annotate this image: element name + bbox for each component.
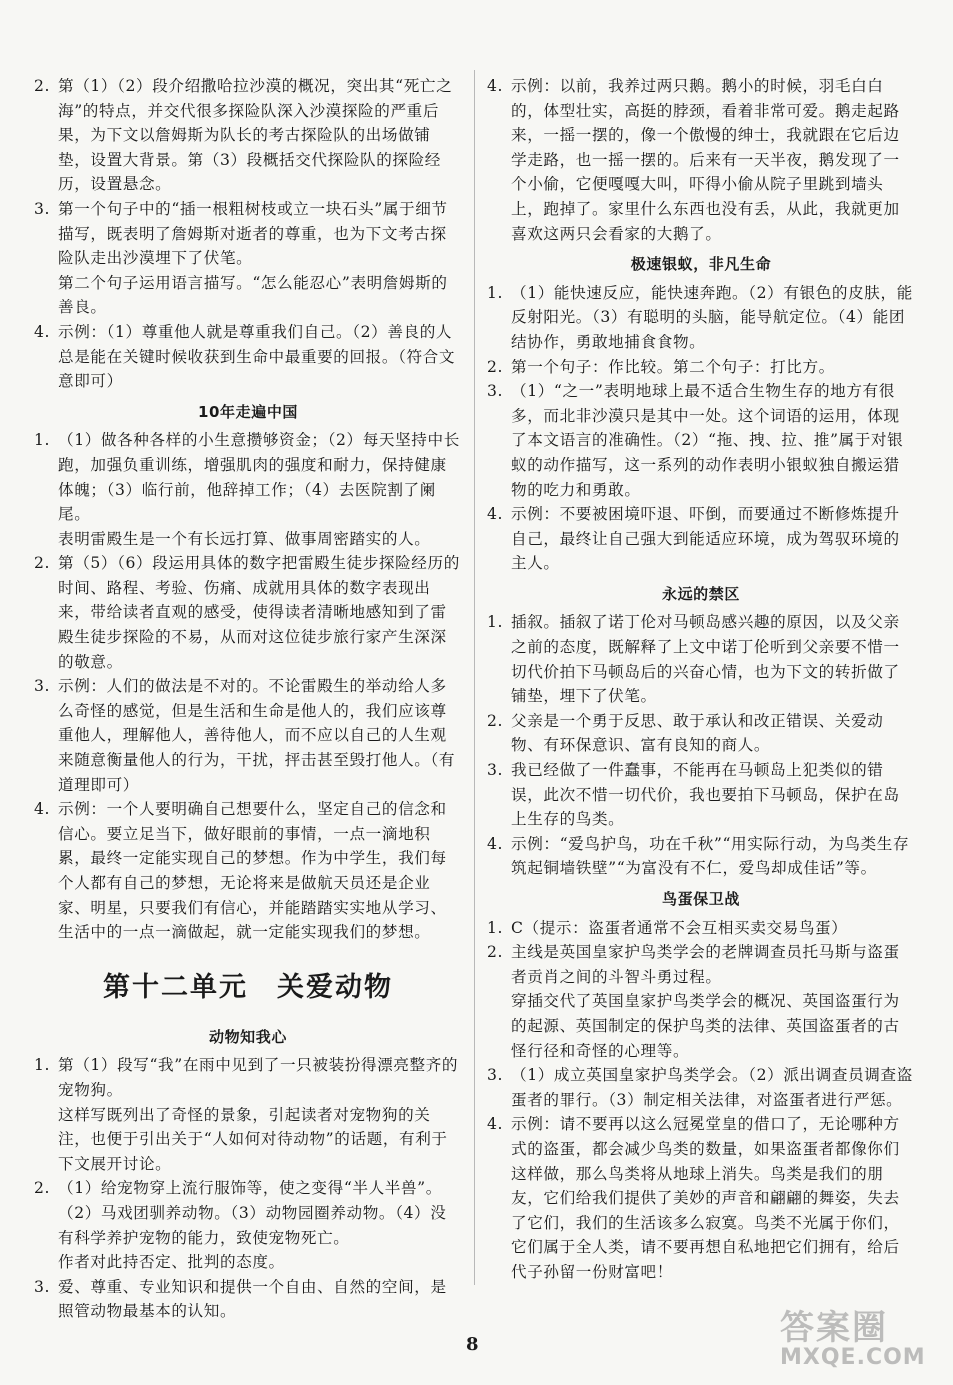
answer-item: 4. 示例：一个人要明确自己想要什么，坚定自己的信念和信心。要立足当下，做好眼前的事情，一点一滴地积累，最终一定能实现自己的梦想。作为中学生，我们每个人都有自己的梦想，无论将来是做航天员还是企业家、明星，只要我们有信心，并能踏踏实实地从学习、生活中的一点一滴做起，就一定能实现我们的梦想。 xyxy=(34,800,447,942)
section-title: 动物知我心 xyxy=(208,1027,287,1046)
answer-item: 1. 插叙。插叙了诺丁伦对马顿岛感兴趣的原因，以及父亲之前的态度，既解释了上文中诺丁伦听到父亲要不惜一切代价拍下马顿岛后的兴奋心情，也为下文的转折做了铺垫，埋下了伏笔。 xyxy=(487,613,900,706)
answer-item: 1. （1）能快速反应，能快速奔跑。（2）有银色的皮肤，能反射阳光。（3）有聪明的头脑，能导航定位。（4）能团结协作，勇敢地捕食食物。 xyxy=(487,283,913,351)
answer-continuation: 表明雷殿生是一个有长远打算、做事周密踏实的人。 xyxy=(58,529,431,548)
answer-item: 4. 示例：“爱鸟护鸟，功在千秋”“用实际行动，为鸟类生存筑起铜墙铁壁”“为富没有不仁，爱鸟却成佳话”等。 xyxy=(487,834,910,878)
answer-item: 1. C（提示：盗蛋者通常不会互相买卖交易鸟蛋） xyxy=(487,918,848,937)
answer-item: 3. 爱、尊重、专业知识和提供一个自由、自然的空间，是照管动物最基本的认知。 xyxy=(34,1277,447,1321)
answer-item: 4. 示例：（1）尊重他人就是尊重我们自己。（2）善良的人总是能在关键时候收获到生命中最重要的回报。（符合文意即可） xyxy=(34,322,456,391)
answer-item: 3. 我已经做了一件蠢事，不能再在马顿岛上犯类似的错误，此次不惜一切代价，我也要拍下马顿岛，保护在岛上生存的鸟类。 xyxy=(487,761,900,829)
watermark-url: MXQE.COM xyxy=(780,1345,926,1370)
answer-continuation: 作者对此持否定、批判的态度。 xyxy=(58,1253,285,1272)
column-divider xyxy=(474,70,475,1285)
answer-item: 2. 第一个句子：作比较。第二个句子：打比方。 xyxy=(487,357,835,376)
answer-item: 1. 第（1）段写“我”在雨中见到了一只被装扮得漂亮整齐的宠物狗。 xyxy=(34,1056,459,1099)
answer-item: 4. 示例：请不要再以这么冠冕堂皇的借口了，无论哪种方式的盗蛋，都会减少鸟类的数量，如果盗蛋者都像你们这样做，那么鸟类将从地球上消失。鸟类是我们的朋友，它们给我们提供了美妙的声音和翩翩的舞姿，失去了它们，我们的生活该多么寂寞。鸟类不光属于你们，它们属于全人类，请不要再想自私地把它们拥有，给后代子孙留一份财富吧！ xyxy=(487,1115,900,1281)
page-number: 8 xyxy=(466,1334,479,1355)
answer-continuation: 第二个句子运用语言描写。“怎么能忍心”表明詹姆斯的善良。 xyxy=(58,273,448,317)
answer-item: 1. （1）做各种各样的小生意攒够资金；（2）每天坚持中长跑，加强负重训练，增强肌肉的强度和耐力，保持健康体魄；（3）临行前，他辞掉工作；（4）去医院割了阑尾。 xyxy=(34,431,460,524)
answer-item: 2. 父亲是一个勇于反思、敢于承认和改正错误、关爱动物、有环保意识、富有良知的商人。 xyxy=(487,711,884,755)
section-title: 鸟蛋保卫战 xyxy=(661,890,740,908)
answer-item: 2. （1）给宠物穿上流行服饰等，使之变得“半人半兽”。（2）马戏团驯养动物。（3）动物园圈养动物。（4）没有科学养护宠物的能力，致使宠物死亡。 xyxy=(34,1179,447,1247)
answer-item: 3. 第一个句子中的“插一根粗树枝或立一块石头”属于细节描写，既表明了詹姆斯对逝者的尊重，也为下文考古探险队走出沙漠埋下了伏笔。 xyxy=(34,199,448,268)
answer-item: 2. 主线是英国皇家护鸟类学会的老牌调查员托马斯与盗蛋者贡肖之间的斗智斗勇过程。 xyxy=(487,943,900,986)
answer-continuation: 这样写既列出了奇怪的景象，引起读者对宠物狗的关注，也便于引出关于“人如何对待动物”的话题，有利于下文展开讨论。 xyxy=(58,1105,448,1173)
unit-title: 第十二单元 关爱动物 xyxy=(103,971,393,1003)
answer-item: 3. 示例：人们的做法是不对的。不论雷殿生的举动给人多么奇怪的感觉，但是生活和生命是他人的，我们应该尊重他人，理解他人，善待他人，而不应以自己的人生观来随意衡量他人的行为，干扰，抨击甚至毁打他人。（有道理即可） xyxy=(34,677,456,794)
left-column xyxy=(34,74,462,1324)
answer-item: 3. （1）“之一”表明地球上最不适合生物生存的地方有很多，而北非沙漠只是其中一处。这个词语的运用，体现了本文语言的准确性。（2）“拖、拽、拉、推”属于对银蚁的动作描写，这一系列的动作表明小银蚁独自搬运猎物的吃力和勇敢。 xyxy=(487,382,904,499)
answer-item: 2. 第（1）（2）段介绍撒哈拉沙漠的概况，突出其“死亡之海”的特点，并交代很多探险队深入沙漠探险的严重后果，为下文以詹姆斯为队长的考古探险队的出场做铺垫，设置大背景。第（3）段概括交代探险队的探险经历，设置悬念。 xyxy=(34,77,453,194)
answer-item: 2. 第（5）（6）段运用具体的数字把雷殿生徒步探险经历的时间、路程、考验、伤痛、成就用具体的数字表现出来，带给读者直观的感受，使得读者清晰地感知到了雷殿生徒步探险的不易，从而对这位徒步旅行家产生深深的敬意。 xyxy=(34,554,460,671)
watermark-logo-text: 答案圈 xyxy=(780,1308,888,1348)
site-watermark xyxy=(780,1300,948,1380)
section-title: 10年走遍中国 xyxy=(197,402,299,421)
answer-item: 4. 示例：不要被困境吓退、吓倒，而要通过不断修炼提升自己，最终让自己强大到能适应环境，成为驾驭环境的主人。 xyxy=(487,505,900,573)
right-column xyxy=(487,74,915,1285)
answer-item: 4. 示例：以前，我养过两只鹅。鹅小的时候，羽毛白白的，体型壮实，高挺的脖颈，看着非常可爱。鹅走起路来，一摇一摆的，像一个傲慢的绅士，我就跟在它后边学走路，也一摇一摆的。后来有一天半夜，鹅发现了一个小偷，它便嘎嘎大叫，吓得小偷从院子里跳到墙头上，跑掉了。家里什么东西也没有丢，从此，我就更加喜欢这两只会看家的大鹅了。 xyxy=(487,77,900,243)
answer-continuation: 穿插交代了英国皇家护鸟类学会的概况、英国盗蛋行为的起源、英国制定的保护鸟类的法律、英国盗蛋者的古怪行径和奇怪的心理等。 xyxy=(511,992,900,1060)
section-title: 永远的禁区 xyxy=(661,584,740,603)
answer-item: 3. （1）成立英国皇家护鸟类学会。（2）派出调查员调查盗蛋者的罪行。（3）制定相关法律，对盗蛋者进行严惩。 xyxy=(487,1066,913,1109)
section-title: 极速银蚁，非凡生命 xyxy=(630,255,772,274)
